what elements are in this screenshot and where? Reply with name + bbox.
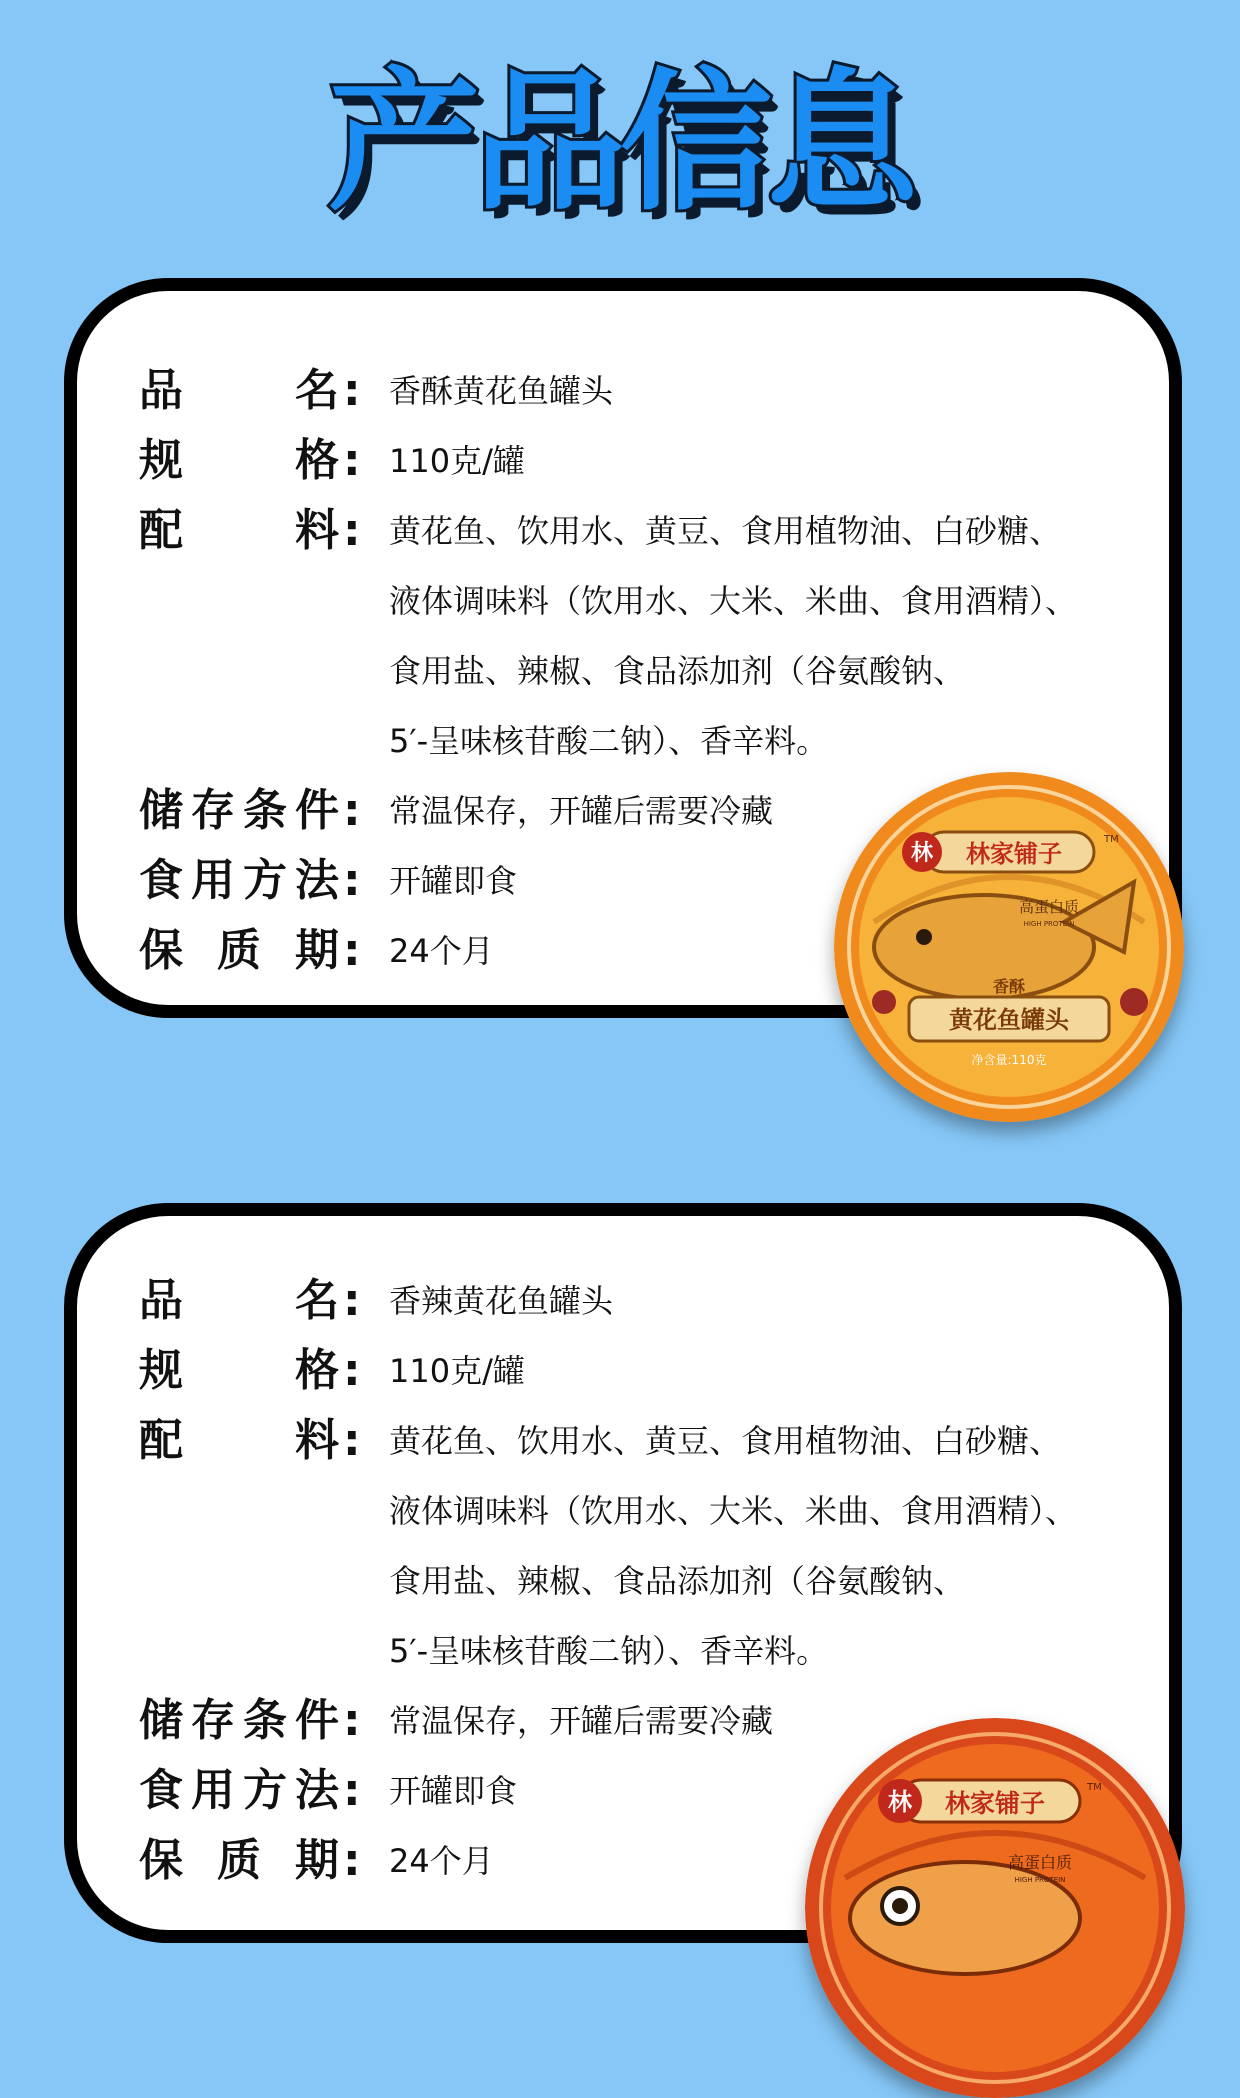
colon: : xyxy=(343,505,361,556)
can-protein-en: HIGH PROTEIN xyxy=(1014,1876,1066,1884)
can-brand: 林家铺子 xyxy=(966,840,1062,868)
shelf-life-label: 保质期 xyxy=(139,1835,339,1886)
can-protein: 高蛋白质 xyxy=(1007,1853,1073,1872)
usage-label: 食用方法 xyxy=(139,1765,339,1816)
ingredients-value xyxy=(389,496,1169,776)
ingredients-value xyxy=(389,1406,1169,1686)
ingredients-label: 配料 xyxy=(139,505,339,556)
ingredients-line: 5′-呈味核苷酸二钠）、香辛料。 xyxy=(389,722,829,760)
can-brand-mark: 林 xyxy=(910,841,934,866)
storage-label: 储存条件 xyxy=(139,1695,339,1746)
ingredients-line: 食用盐、辣椒、食品添加剂（谷氨酸钠、 xyxy=(389,1562,966,1600)
shelf-life-label: 保质期 xyxy=(139,925,339,976)
shelf-life-value: 24个月 xyxy=(389,932,494,970)
colon: : xyxy=(343,1275,361,1326)
ingredients-line: 黄花鱼、饮用水、黄豆、食用植物油、白砂糖、 xyxy=(389,1422,1062,1460)
can-net: 净含量:110克 xyxy=(971,1053,1047,1067)
colon: : xyxy=(343,1765,361,1816)
usage-value: 开罐即食 xyxy=(389,1772,518,1810)
can-brand: 林家铺子 xyxy=(944,1789,1046,1818)
shelf-life-value: 24个月 xyxy=(389,1842,494,1880)
can-tm: TM xyxy=(1087,1782,1102,1793)
name-label: 品名 xyxy=(139,365,339,416)
ingredients-line: 食用盐、辣椒、食品添加剂（谷氨酸钠、 xyxy=(389,652,966,690)
product-can-image xyxy=(834,772,1184,1122)
colon: : xyxy=(343,435,361,486)
product-can-image xyxy=(805,1718,1185,2098)
can-protein-en: HIGH PROTEIN xyxy=(1023,920,1075,928)
usage-value: 开罐即食 xyxy=(389,862,518,900)
storage-label: 储存条件 xyxy=(139,785,339,836)
colon: : xyxy=(343,1345,361,1396)
spec-label: 规格 xyxy=(139,435,339,486)
can-product-name: 黄花鱼罐头 xyxy=(949,1006,1069,1034)
ingredients-label: 配料 xyxy=(139,1415,339,1466)
name-value: 香辣黄花鱼罐头 xyxy=(389,1282,614,1320)
colon: : xyxy=(343,1415,361,1466)
spec-value: 110克/罐 xyxy=(389,442,525,480)
ingredients-line: 黄花鱼、饮用水、黄豆、食用植物油、白砂糖、 xyxy=(389,512,1062,550)
ingredients-line: 5′-呈味核苷酸二钠）、香辛料。 xyxy=(389,1632,829,1670)
storage-value: 常温保存，开罐后需要冷藏 xyxy=(389,792,774,830)
can-protein: 高蛋白质 xyxy=(1018,898,1080,916)
can-tm: TM xyxy=(1104,834,1119,845)
can-brand-mark: 林 xyxy=(888,1788,912,1816)
colon: : xyxy=(343,855,361,906)
can-flavor: 香酥 xyxy=(992,977,1026,996)
spec-value: 110克/罐 xyxy=(389,1352,525,1390)
colon: : xyxy=(343,925,361,976)
colon: : xyxy=(343,785,361,836)
colon: : xyxy=(343,365,361,416)
name-label: 品名 xyxy=(139,1275,339,1326)
ingredients-line: 液体调味料（饮用水、大米、米曲、食用酒精）、 xyxy=(389,582,1078,620)
usage-label: 食用方法 xyxy=(139,855,339,906)
page-title: 产品信息 xyxy=(328,54,912,231)
name-value: 香酥黄花鱼罐头 xyxy=(389,372,614,410)
colon: : xyxy=(343,1835,361,1886)
colon: : xyxy=(343,1695,361,1746)
spec-label: 规格 xyxy=(139,1345,339,1396)
storage-value: 常温保存，开罐后需要冷藏 xyxy=(389,1702,774,1740)
ingredients-line: 液体调味料（饮用水、大米、米曲、食用酒精）、 xyxy=(389,1492,1078,1530)
